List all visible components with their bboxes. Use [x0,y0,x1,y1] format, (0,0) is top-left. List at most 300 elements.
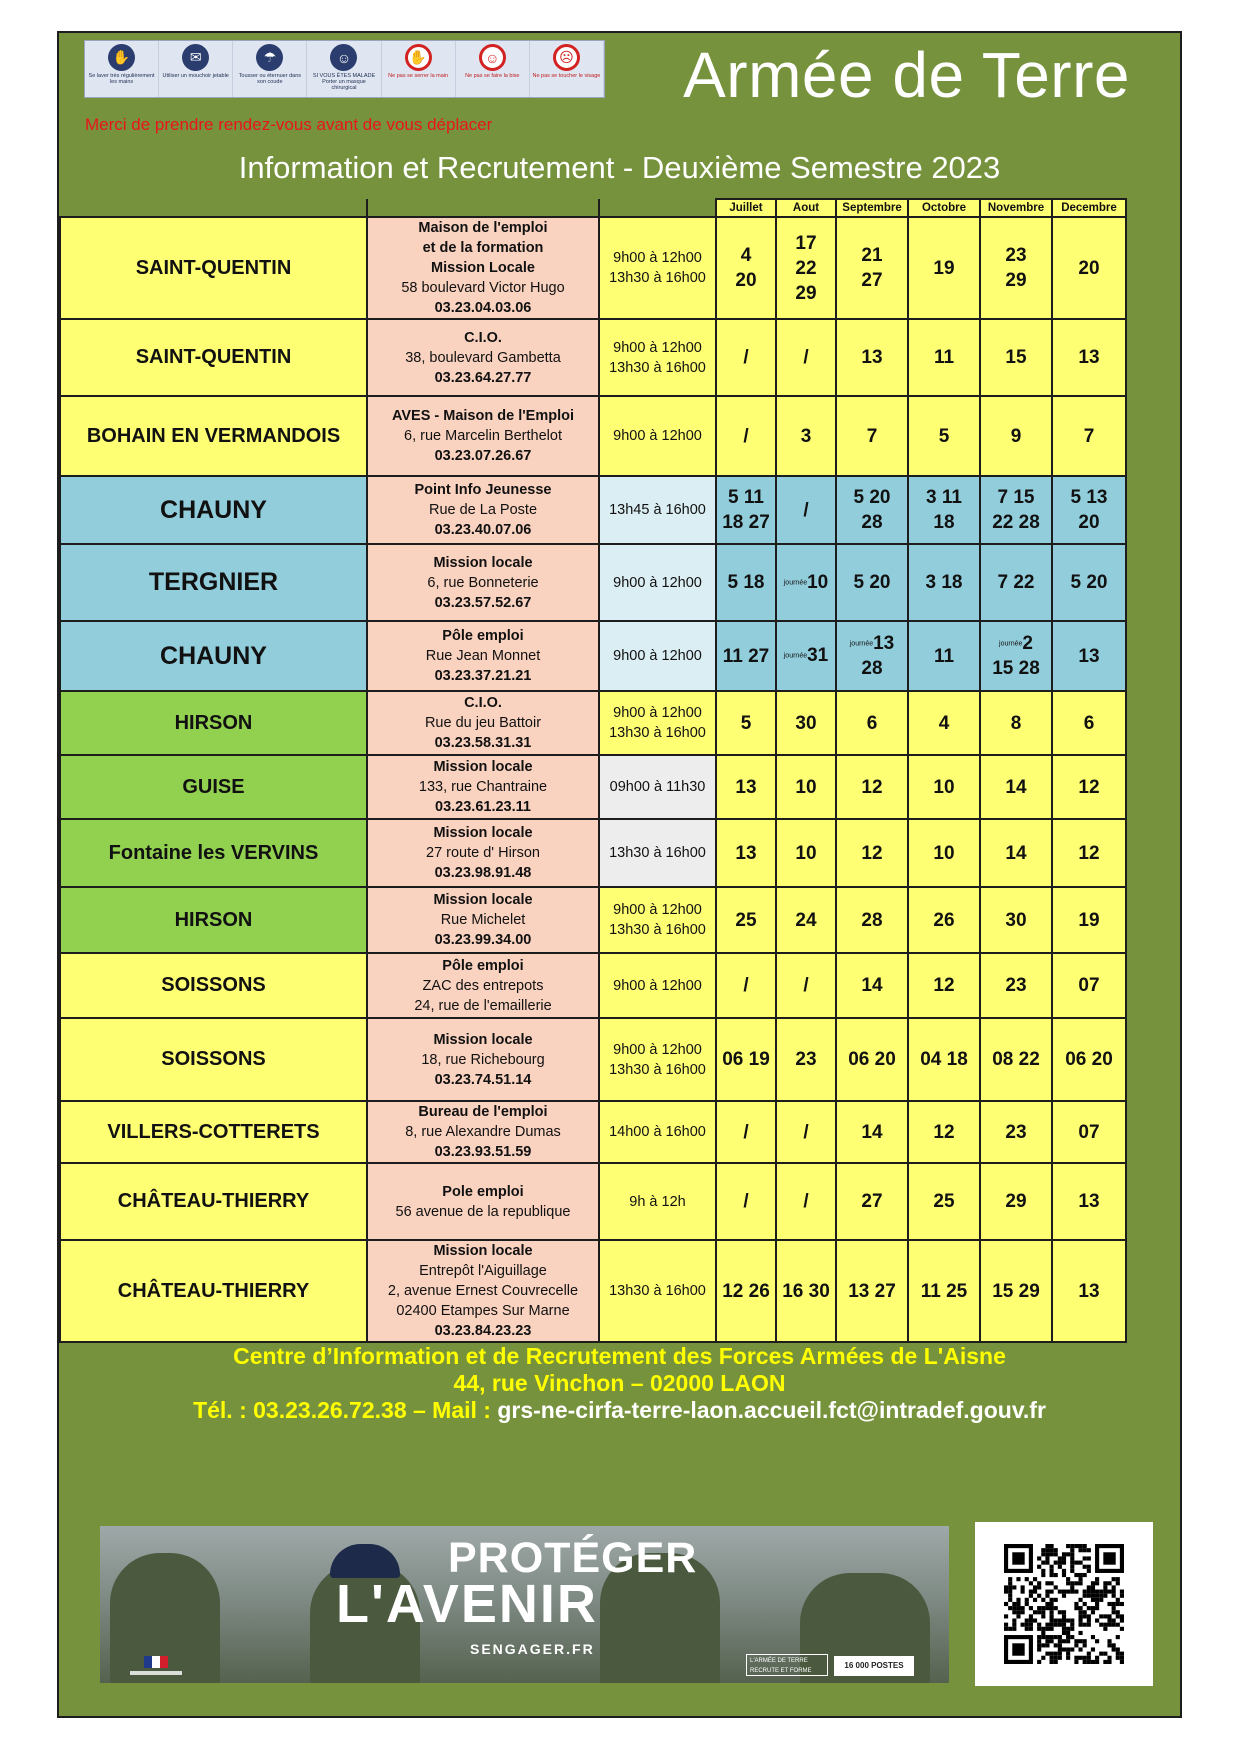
city-cell: TERGNIER [60,544,367,621]
date-cell [716,1240,776,1342]
date-line: 10 [795,842,817,864]
date-line: 5 [938,425,950,447]
city-cell: CHÂTEAU-THIERRY [60,1163,367,1240]
date-cell [908,819,980,887]
date-cell [716,544,776,621]
date-line: 13 [1078,1191,1100,1212]
date-cell [836,396,908,476]
hours-cell [599,621,716,691]
badge-line: L'ARMÉE DE TERRE [750,1658,808,1664]
hours-cell [599,1018,716,1101]
date-line: 29 [795,282,817,304]
date-cell [908,1240,980,1342]
date-line: 12 [1078,842,1100,864]
table-row [60,887,1126,953]
city-cell: CHÂTEAU-THIERRY [60,1240,367,1342]
date-line: 10 [795,776,817,798]
date-cell [1052,396,1126,476]
date-line: 5 20 [1070,572,1108,593]
date-cell [980,953,1052,1018]
date-line: / [743,975,749,996]
date-line: 15 29 [992,1280,1040,1302]
hygiene-item [530,41,604,97]
address-line: Maison de l'emploi [418,220,548,236]
date-line: / [803,499,809,521]
month-header: Aout [776,199,836,217]
cirfa-email-link[interactable]: grs-ne-cirfa-terre-laon.accueil.fct@intradef.gouv.fr [497,1397,1046,1423]
date-line: 7 15 [997,487,1035,508]
date-line: 11 [933,347,955,368]
date-line: / [743,1191,749,1212]
address-line: C.I.O. [464,695,502,711]
date-cell [716,396,776,476]
address-line: 38, boulevard Gambetta [405,349,561,366]
date-cell [980,1018,1052,1101]
address-line: 6, rue Marcelin Berthelot [404,428,562,444]
date-line [777,570,835,595]
no-handshake-icon: ✋ [405,44,432,71]
hygiene-item [233,41,307,97]
date-cell [980,476,1052,544]
date-line: 11 [933,645,955,667]
tissue-icon: ✉ [182,44,209,71]
date-cell [980,217,1052,319]
address-cell [367,319,599,396]
city-cell: SAINT-QUENTIN [60,217,367,319]
date-cell [1052,544,1126,621]
hours-cell [599,819,716,887]
date-line: 10 [933,776,955,798]
hours-cell [599,1101,716,1163]
date-line: 5 18 [727,572,765,593]
month-header-row [60,199,1126,217]
hours-cell [599,953,716,1018]
date-cell [980,396,1052,476]
full-day-note: journée [783,579,808,587]
date-line: 23 [1005,245,1027,266]
date-line: 15 28 [992,658,1040,680]
date-cell [980,691,1052,755]
hours-line: 09h00 à 11h30 [609,779,706,795]
address-line: 03.23.40.07.06 [434,522,532,538]
date-cell [908,953,980,1018]
cirfa-phone: Tél. : 03.23.26.72.38 – Mail : [193,1397,498,1423]
recruitment-banner [100,1526,949,1683]
badge-line: RECRUTE ET FORME [750,1668,812,1674]
date-line: 5 20 [853,487,891,508]
schedule-table [59,198,1127,1343]
month-header: Juillet [716,199,776,217]
banner-slogan-line2: L'AVENIR [336,1574,598,1634]
date-line: 04 18 [920,1049,968,1070]
date-cell [908,396,980,476]
address-line: 18, rue Richebourg [421,1051,545,1068]
banner-slogan-line1: PROTÉGER [448,1534,698,1582]
hours-cell [599,691,716,755]
city-cell: SOISSONS [60,953,367,1018]
date-cell [716,217,776,319]
date-cell [836,1018,908,1101]
date-line: 7 [1083,425,1095,447]
table-row [60,953,1126,1018]
date-line: 22 28 [992,512,1040,533]
header [59,33,1180,215]
hygiene-item [382,41,456,97]
date-cell [908,1101,980,1163]
address-line: Rue de La Poste [428,502,538,518]
appointment-notice: Merci de prendre rendez-vous avant de vous déplacer [85,115,493,134]
date-line: 18 [933,512,955,533]
date-line: 7 22 [997,572,1035,593]
address-line: Rue du jeu Battoir [424,715,542,731]
date-line: 07 [1078,1121,1100,1143]
date-cell [716,1018,776,1101]
date-line: / [743,347,749,368]
date-cell [980,755,1052,819]
date-cell [836,476,908,544]
date-cell [908,1018,980,1101]
date-line: 6 [866,712,878,734]
table-row [60,621,1126,691]
address-line: 24, rue de l'emaillerie [414,997,552,1014]
date-line: 20 [1078,257,1100,279]
hygiene-caption: Ne pas se faire la bise [465,73,520,79]
full-day-note: journée [999,640,1023,648]
date-cell [776,755,836,819]
date-cell [776,476,836,544]
address-line: 03.23.99.34.00 [434,932,532,948]
date-line: 18 27 [722,512,770,533]
date-cell [716,621,776,691]
date-cell [980,1163,1052,1240]
table-row [60,1101,1126,1163]
hours-cell [599,544,716,621]
date-cell [1052,476,1126,544]
date-line: 4 [938,712,950,734]
date-line: 12 [861,842,883,864]
banner-badge-positions: 16 000 POSTES [834,1656,914,1676]
date-line: 14 [1005,842,1027,864]
cirfa-contact-block [59,1343,1180,1424]
date-cell [1052,319,1126,396]
date-cell [1052,691,1126,755]
address-cell [367,396,599,476]
hours-cell [599,755,716,819]
table-row [60,1018,1126,1101]
date-line: / [803,1191,809,1212]
date-cell [836,691,908,755]
address-line: 27 route d' Hirson [426,845,540,861]
date-line: / [743,425,749,447]
address-cell [367,1101,599,1163]
date-line: 29 [1005,1191,1027,1212]
hours-line: 13h30 à 16h00 [609,270,706,286]
banner-badge-recruits [746,1654,828,1676]
hours-line: 13h30 à 16h00 [609,845,706,861]
city-cell: SAINT-QUENTIN [60,319,367,396]
address-line: 03.23.74.51.14 [434,1071,532,1088]
address-line: 2, avenue Ernest Couvrecelle [387,1283,579,1299]
date-cell [908,544,980,621]
date-cell [908,1163,980,1240]
month-header: Octobre [908,199,980,217]
date-cell [836,953,908,1018]
hours-line: 9h00 à 12h00 [613,574,702,591]
date-line: 19 [1078,909,1100,931]
date-cell [776,1101,836,1163]
date-cell [1052,819,1126,887]
date-cell [836,819,908,887]
address-line: 03.23.84.23.23 [434,1323,532,1339]
address-line: Mission Locale [431,260,535,276]
hours-cell [599,476,716,544]
date-line: / [803,975,809,996]
date-line: 6 [1083,712,1095,734]
date-line: 13 [1078,1280,1100,1302]
address-cell [367,544,599,621]
address-line: Mission locale [433,1031,533,1048]
full-day-note: journée [783,652,808,660]
date-line: 10 [933,842,955,864]
date-cell [908,887,980,953]
hours-line: 13h30 à 16h00 [609,1283,706,1299]
hours-line: 9h00 à 12h00 [613,339,702,356]
date-cell [836,319,908,396]
hours-line: 9h00 à 12h00 [613,1041,702,1058]
hours-line: 9h00 à 12h00 [613,977,702,994]
cirfa-address: 44, rue Vinchon – 02000 LAON [453,1370,786,1396]
address-cell [367,953,599,1018]
address-line: Bureau de l'emploi [418,1104,548,1120]
date-line: 11 25 [920,1280,968,1302]
date-line: / [803,347,809,368]
date-line: 13 [735,776,757,798]
table-row [60,544,1126,621]
date-line: 11 27 [722,645,770,667]
date-cell [836,755,908,819]
table-row [60,217,1126,319]
date-cell [716,887,776,953]
hygiene-caption: Se laver très régulièrement les mains [88,73,155,85]
date-cell [836,887,908,953]
address-cell [367,819,599,887]
date-value: 10 [807,571,829,593]
date-line: 5 13 [1070,487,1108,508]
date-cell [980,887,1052,953]
address-cell [367,1240,599,1342]
date-line [777,643,835,668]
city-cell: CHAUNY [60,476,367,544]
date-line: 28 [861,658,883,680]
hygiene-caption: Ne pas se serrer la main [388,73,449,79]
hygiene-item [307,41,381,97]
hygiene-item [85,41,159,97]
hygiene-item [159,41,233,97]
date-line: 3 18 [925,572,963,593]
date-cell [980,1240,1052,1342]
city-cell: HIRSON [60,691,367,755]
address-line: 58 boulevard Victor Hugo [401,280,565,296]
table-row [60,1163,1126,1240]
date-line: 19 [933,257,955,279]
date-line: 5 20 [853,572,891,593]
date-line: 23 [795,1049,817,1070]
hours-line: 13h30 à 16h00 [609,359,706,376]
date-value: 31 [807,645,829,667]
date-cell [776,887,836,953]
hours-line: 9h00 à 12h00 [613,705,702,721]
address-line: 03.23.61.23.11 [435,799,531,815]
address-line: Rue Michelet [440,912,526,928]
address-line: Pole emploi [442,1183,524,1200]
date-line: 14 [861,975,883,996]
hygiene-caption: Tousser ou éternuer dans son coude [238,73,302,85]
table-row [60,691,1126,755]
date-cell [908,755,980,819]
address-line: 02400 Etampes Sur Marne [396,1303,570,1319]
date-line: 9 [1010,425,1022,447]
date-line: 20 [1078,512,1100,533]
date-cell [908,319,980,396]
address-line: 03.23.07.26.67 [434,448,532,464]
table-row [60,396,1126,476]
hours-line: 14h00 à 16h00 [609,1124,706,1140]
date-cell [716,755,776,819]
address-line: Mission locale [433,554,533,571]
date-line: 25 [735,909,757,931]
date-cell [716,1101,776,1163]
date-cell [908,476,980,544]
address-line: 56 avenue de la republique [395,1203,571,1220]
address-cell [367,691,599,755]
address-line: Point Info Jeunesse [414,482,552,498]
address-cell [367,476,599,544]
date-line: 14 [861,1121,883,1143]
date-cell [980,1101,1052,1163]
address-line: 03.23.64.27.77 [434,369,532,386]
hours-line: 9h00 à 12h00 [613,428,702,444]
date-line: 8 [1010,712,1022,734]
address-line: et de la formation [422,240,544,256]
date-cell [776,1018,836,1101]
address-line: Mission locale [433,892,533,908]
date-line: 28 [861,909,883,931]
table-row [60,319,1126,396]
date-cell [908,217,980,319]
date-line: 23 [1005,975,1027,996]
date-line: 21 [861,245,883,266]
address-line: Pôle emploi [442,957,524,974]
date-line [981,631,1051,656]
date-cell [716,476,776,544]
hygiene-item [456,41,530,97]
address-line: ZAC des entrepots [422,977,544,994]
date-cell [836,544,908,621]
address-line: 03.23.37.21.21 [434,668,532,684]
date-cell [716,1163,776,1240]
table-row [60,819,1126,887]
date-cell [776,1163,836,1240]
date-line: 24 [795,909,817,931]
date-cell [716,819,776,887]
hours-line: 9h00 à 12h00 [613,250,702,266]
date-cell [1052,1018,1126,1101]
hours-line: 9h à 12h [629,1193,686,1210]
table-row [60,1240,1126,1342]
date-line: 07 [1078,975,1100,996]
page-subtitle: Information et Recrutement - Deuxième Semestre 2023 [238,150,1001,185]
date-line: 06 20 [1065,1049,1113,1070]
date-line: 3 11 [926,487,962,508]
address-line: Pôle emploi [442,628,524,644]
hours-cell [599,887,716,953]
date-line: 30 [795,712,817,734]
city-cell: BOHAIN EN VERMANDOIS [60,396,367,476]
date-line: / [743,1121,749,1143]
page-title: Armée de Terre [683,39,1130,111]
date-cell [1052,1101,1126,1163]
hours-cell [599,396,716,476]
date-line: 23 [1005,1121,1027,1143]
date-cell [1052,887,1126,953]
date-cell [716,691,776,755]
hygiene-guidelines-strip [84,40,605,98]
date-cell [908,621,980,691]
qr-code-icon[interactable] [1004,1544,1124,1664]
date-line: 26 [933,909,955,931]
address-cell [367,755,599,819]
table-row [60,755,1126,819]
header-blank [599,199,716,217]
header-blank [367,199,599,217]
date-line: 12 [933,1121,955,1143]
address-line: 03.23.93.51.59 [434,1144,532,1160]
no-kiss-icon: ☺ [479,44,506,71]
date-cell [776,396,836,476]
hours-cell [599,1163,716,1240]
city-cell: SOISSONS [60,1018,367,1101]
date-cell [836,1101,908,1163]
address-line: Mission locale [433,759,533,775]
date-line: 15 [1005,347,1027,368]
date-cell [776,819,836,887]
date-cell [1052,755,1126,819]
date-line: 4 [740,245,752,266]
address-line: Rue Jean Monnet [425,648,541,664]
address-cell [367,1163,599,1240]
date-line: 30 [1005,909,1027,931]
date-cell [836,217,908,319]
address-line: 133, rue Chantraine [418,779,548,795]
city-cell: Fontaine les VERVINS [60,819,367,887]
qr-code-panel[interactable] [975,1522,1153,1686]
date-line: 28 [861,512,883,533]
hours-line: 13h30 à 16h00 [609,922,706,938]
date-cell [836,621,908,691]
date-cell [776,319,836,396]
date-line: 12 26 [722,1280,770,1302]
date-line: 7 [866,425,878,447]
date-line: 13 27 [848,1280,896,1302]
date-cell [1052,621,1126,691]
date-line: 3 [800,425,812,447]
hygiene-caption: Ne pas se toucher le visage [532,73,601,79]
address-cell [367,887,599,953]
month-header: Septembre [836,199,908,217]
date-line: 16 30 [782,1280,830,1302]
date-cell [980,621,1052,691]
address-line: Entrepôt l'Aiguillage [419,1263,547,1279]
